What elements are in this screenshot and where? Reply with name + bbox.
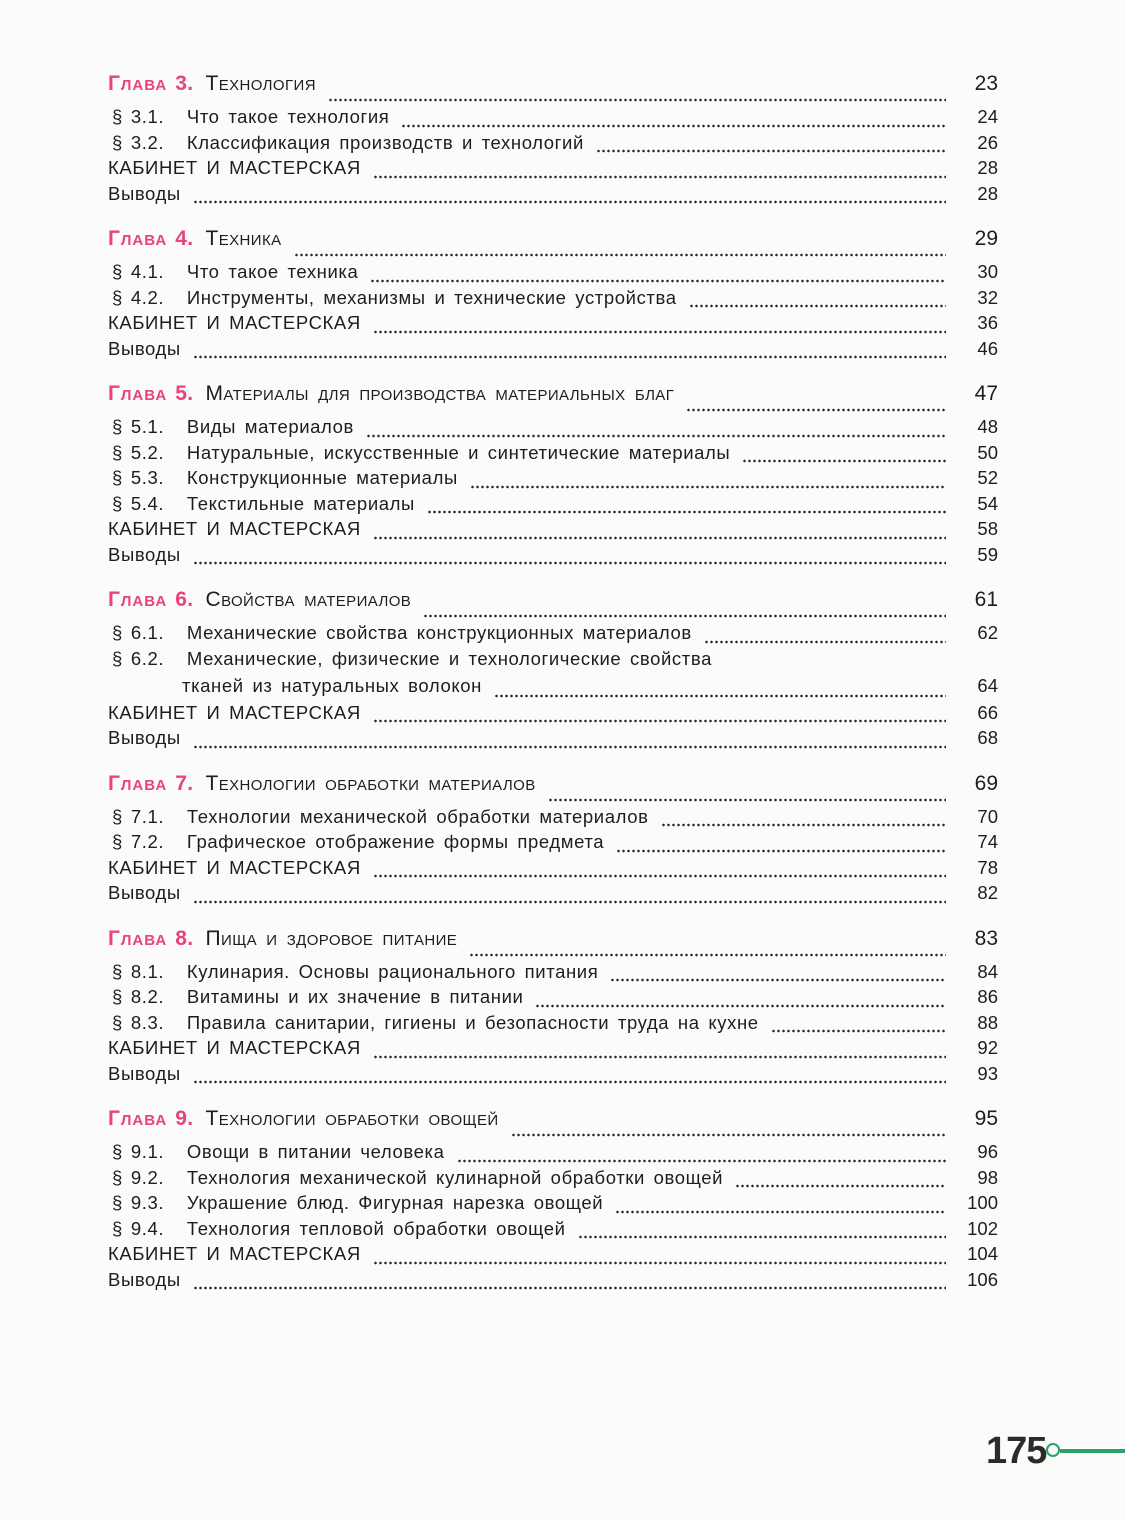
chapter-number: 8. [175, 926, 194, 950]
toc-plain-entry[interactable] [108, 312, 998, 338]
toc-section-entry[interactable] [108, 467, 998, 493]
chapter-block [108, 72, 998, 208]
toc-plain-entry[interactable] [108, 1063, 998, 1089]
chapter-block [108, 382, 998, 569]
toc-plain-entry[interactable] [108, 544, 998, 570]
chapter-label: Глава [108, 771, 168, 795]
page-ref: 68 [977, 727, 998, 748]
section-number: 9.2. [130, 1166, 165, 1188]
chapter-block [108, 772, 998, 908]
dot-leader [616, 849, 946, 853]
section-title: Графическое отображение формы предмета [186, 831, 605, 852]
page-ref: 59 [977, 543, 998, 565]
chapter-block [108, 227, 998, 363]
chapter-title: Материалы для производства материальных благ [205, 382, 675, 405]
dot-leader [193, 355, 946, 359]
dot-leader [373, 175, 946, 179]
section-sign: § [112, 416, 123, 437]
chapter-heading[interactable] [108, 382, 998, 416]
toc-section-entry[interactable] [108, 1012, 998, 1038]
dot-leader [373, 719, 946, 723]
toc-plain-entry[interactable] [108, 183, 998, 209]
section-title: Механические, физические и технологические свойства [186, 647, 712, 669]
section-line-2 [112, 675, 998, 702]
dot-leader [328, 98, 946, 102]
section-sign: § [112, 492, 123, 514]
page-ref: 32 [977, 286, 998, 308]
toc-plain-entry[interactable] [108, 157, 998, 183]
toc-section-entry[interactable] [108, 132, 998, 158]
dot-leader [470, 485, 946, 489]
entry-title: Выводы [108, 1268, 181, 1290]
dot-leader [193, 1080, 946, 1084]
page-ref: 48 [977, 416, 998, 437]
section-number: 3.2. [130, 131, 165, 153]
page-ref: 26 [977, 131, 998, 153]
section-number: 5.1. [130, 416, 165, 437]
dot-leader [423, 614, 946, 618]
dot-leader [193, 1286, 946, 1290]
page-ref: 52 [977, 467, 998, 488]
section-sign: § [112, 622, 123, 643]
chapter-number: 7. [175, 771, 194, 795]
dot-leader [366, 434, 946, 438]
section-title: Овощи в питании человека [186, 1141, 445, 1162]
entry-title: Выводы [108, 543, 181, 565]
page-ref: 36 [977, 312, 998, 333]
section-title: Инструменты, механизмы и технические устройства [186, 286, 677, 308]
section-title: Что такое техника [186, 261, 359, 282]
chapter-heading[interactable] [108, 72, 998, 106]
toc-plain-entry[interactable] [108, 727, 998, 753]
dot-leader [596, 149, 946, 153]
page-ref: 104 [967, 1243, 998, 1264]
entry-title: Выводы [108, 882, 181, 903]
page-ref: 88 [977, 1011, 998, 1033]
section-number: 6.2. [130, 647, 165, 669]
page-ref: 23 [974, 72, 998, 95]
toc-section-entry[interactable] [108, 622, 998, 648]
page-ref: 58 [977, 518, 998, 539]
entry-title: КАБИНЕТ И МАСТЕРСКАЯ [108, 1037, 361, 1058]
page-number: 175 [986, 1430, 1047, 1472]
section-title: Технология механической кулинарной обработки овощей [186, 1166, 724, 1188]
dot-leader [193, 561, 946, 565]
section-sign: § [112, 261, 123, 282]
page-ref: 74 [977, 831, 998, 852]
page-ref: 84 [977, 960, 998, 982]
section-title: Конструкционные материалы [186, 467, 458, 488]
toc-plain-entry[interactable] [108, 857, 998, 883]
toc-section-entry[interactable] [108, 961, 998, 987]
page-ref: 29 [974, 227, 998, 250]
chapter-block [108, 927, 998, 1089]
section-title: Правила санитарии, гигиены и безопасности труда на кухне [186, 1011, 759, 1033]
section-number: 8.3. [130, 1011, 165, 1033]
dot-leader [735, 1184, 946, 1188]
entry-title: Выводы [108, 727, 181, 748]
chapter-heading[interactable] [108, 588, 998, 622]
section-title: Технологии механической обработки материалов [186, 805, 649, 827]
dot-leader [578, 1235, 946, 1239]
dot-leader [401, 124, 946, 128]
toc-plain-entry[interactable] [108, 882, 998, 908]
toc-section-entry[interactable] [108, 493, 998, 519]
chapter-number: 9. [175, 1107, 194, 1130]
dot-leader [370, 279, 946, 283]
section-number: 7.2. [130, 831, 165, 852]
page-ref: 70 [977, 805, 998, 827]
toc-section-entry[interactable] [108, 442, 998, 468]
dot-leader [494, 694, 946, 698]
section-line-1 [112, 648, 998, 675]
dot-leader [686, 408, 946, 412]
chapter-label: Глава [108, 588, 168, 611]
section-sign: § [112, 1192, 123, 1213]
page-ref: 46 [977, 337, 998, 359]
section-number: 3.1. [130, 106, 165, 127]
table-of-contents [108, 72, 998, 1313]
page-ref: 102 [967, 1217, 998, 1239]
dot-leader [373, 874, 946, 878]
chapter-label: Глава [108, 227, 168, 250]
dot-leader [615, 1210, 946, 1214]
entry-title: КАБИНЕТ И МАСТЕРСКАЯ [108, 157, 361, 178]
page-ref: 30 [977, 261, 998, 282]
page-ref: 61 [974, 588, 998, 611]
page-ref: 28 [977, 182, 998, 204]
section-number: 9.1. [130, 1141, 165, 1162]
section-title: Витамины и их значение в питании [186, 986, 524, 1007]
page-ref: 95 [974, 1107, 998, 1130]
chapter-label: Глава [108, 72, 168, 95]
section-sign: § [112, 441, 123, 463]
toc-plain-entry[interactable] [108, 1037, 998, 1063]
dot-leader [661, 823, 946, 827]
dot-leader [535, 1004, 946, 1008]
page-ref: 78 [977, 856, 998, 878]
section-number: 6.1. [130, 622, 165, 643]
chapter-number: 4. [175, 227, 194, 250]
dot-leader [373, 330, 946, 334]
section-title-continued: тканей из натуральных волокон [182, 674, 482, 696]
section-number: 5.2. [130, 441, 165, 463]
entry-title: КАБИНЕТ И МАСТЕРСКАЯ [108, 856, 361, 878]
chapter-number: 6. [175, 588, 194, 611]
chapter-title: Технология [205, 72, 316, 95]
entry-title: КАБИНЕТ И МАСТЕРСКАЯ [108, 312, 361, 333]
toc-plain-entry[interactable] [108, 338, 998, 364]
section-number: 8.1. [130, 960, 165, 982]
section-sign: § [112, 1166, 123, 1188]
toc-section-entry[interactable] [108, 1192, 998, 1218]
section-sign: § [112, 647, 123, 669]
section-title: Классификация производств и технологий [186, 131, 584, 153]
chapter-title: Технологии обработки материалов [205, 771, 536, 795]
dot-leader [294, 253, 946, 257]
section-number: 5.4. [130, 492, 165, 514]
section-title: Виды материалов [186, 416, 354, 437]
chapter-label: Глава [108, 382, 168, 405]
dot-leader [193, 745, 946, 749]
page-ref: 83 [974, 926, 998, 950]
chapter-label: Глава [108, 1107, 168, 1130]
page-ref: 54 [977, 492, 998, 514]
toc-section-entry[interactable] [108, 261, 998, 287]
chapter-heading[interactable] [108, 927, 998, 961]
chapter-heading[interactable] [108, 227, 998, 261]
section-number: 5.3. [130, 467, 165, 488]
entry-title: КАБИНЕТ И МАСТЕРСКАЯ [108, 1243, 361, 1264]
chapter-title: Техника [205, 227, 282, 250]
dot-leader [373, 1261, 946, 1265]
entry-title: КАБИНЕТ И МАСТЕРСКАЯ [108, 701, 361, 723]
dot-leader [193, 900, 946, 904]
section-sign: § [112, 467, 123, 488]
dot-leader [373, 536, 946, 540]
dot-leader [511, 1133, 946, 1137]
toc-plain-entry[interactable] [108, 1269, 998, 1295]
chapter-heading[interactable] [108, 772, 998, 806]
section-sign: § [112, 1217, 123, 1239]
chapter-label: Глава [108, 926, 168, 950]
page-ref: 93 [977, 1062, 998, 1084]
toc-section-entry[interactable] [108, 831, 998, 857]
page-ref: 66 [977, 701, 998, 723]
chapter-title: Свойства материалов [205, 588, 412, 611]
page-ref: 106 [967, 1268, 998, 1290]
dot-leader [704, 640, 946, 644]
page-number-decoration [1046, 1446, 1125, 1452]
circle-icon [1046, 1443, 1060, 1457]
dot-leader [742, 459, 946, 463]
chapter-heading[interactable] [108, 1107, 998, 1141]
section-sign: § [112, 805, 123, 827]
dot-leader [193, 200, 946, 204]
dot-leader [373, 1055, 946, 1059]
section-title: Украшение блюд. Фигурная нарезка овощей [186, 1192, 604, 1213]
section-title: Текстильные материалы [186, 492, 415, 514]
dot-leader [548, 798, 946, 802]
page-ref: 82 [977, 882, 998, 903]
chapter-number: 5. [175, 382, 194, 405]
entry-title: Выводы [108, 337, 181, 359]
chapter-title: Технологии обработки овощей [205, 1107, 499, 1130]
section-sign: § [112, 1141, 123, 1162]
entry-title: Выводы [108, 1062, 181, 1084]
dot-leader [457, 1159, 947, 1163]
toc-section-entry[interactable] [108, 1218, 998, 1244]
dot-leader [469, 953, 946, 957]
entry-title: Выводы [108, 182, 181, 204]
section-sign: § [112, 106, 123, 127]
dot-leader [427, 510, 946, 514]
toc-section-entry[interactable] [108, 986, 998, 1012]
section-sign: § [112, 986, 123, 1007]
toc-section-entry[interactable] [108, 416, 998, 442]
section-sign: § [112, 960, 123, 982]
page-ref: 24 [977, 106, 998, 127]
section-title: Натуральные, искусственные и синтетические материалы [186, 441, 731, 463]
section-number: 4.2. [130, 286, 165, 308]
toc-section-entry[interactable] [108, 106, 998, 132]
chapter-title: Пища и здоровое питание [205, 926, 458, 950]
dot-leader [771, 1029, 946, 1033]
section-number: 7.1. [130, 805, 165, 827]
section-title: Технология тепловой обработки овощей [186, 1217, 566, 1239]
page-ref: 100 [967, 1192, 998, 1213]
section-sign: § [112, 1011, 123, 1033]
toc-section-entry[interactable] [108, 648, 998, 702]
page-ref: 50 [977, 441, 998, 463]
toc-section-entry[interactable] [108, 287, 998, 313]
section-number: 4.1. [130, 261, 165, 282]
section-title: Кулинария. Основы рационального питания [186, 960, 599, 982]
dot-leader [689, 304, 946, 308]
section-number: 8.2. [130, 986, 165, 1007]
toc-plain-entry[interactable] [108, 702, 998, 728]
chapter-number: 3. [175, 72, 194, 95]
section-number: 9.3. [130, 1192, 165, 1213]
page-ref: 64 [977, 674, 998, 696]
dot-leader [610, 978, 946, 982]
section-sign: § [112, 286, 123, 308]
toc-section-entry[interactable] [108, 1167, 998, 1193]
page-ref: 98 [977, 1166, 998, 1188]
section-sign: § [112, 131, 123, 153]
section-title: Механические свойства конструкционных материалов [186, 622, 692, 643]
section-sign: § [112, 831, 123, 852]
entry-title: КАБИНЕТ И МАСТЕРСКАЯ [108, 518, 361, 539]
page-ref: 69 [974, 771, 998, 795]
page-ref: 96 [977, 1141, 998, 1162]
section-title: Что такое технология [186, 106, 390, 127]
toc-section-entry[interactable] [108, 1141, 998, 1167]
accent-line [1060, 1449, 1125, 1453]
toc-section-entry[interactable] [108, 806, 998, 832]
chapter-block [108, 1107, 998, 1294]
page-ref: 28 [977, 157, 998, 178]
section-number: 9.4. [130, 1217, 165, 1239]
page-ref: 47 [974, 382, 998, 405]
page-ref: 92 [977, 1037, 998, 1058]
toc-plain-entry[interactable] [108, 1243, 998, 1269]
chapter-block [108, 588, 998, 753]
page-ref: 62 [977, 622, 998, 643]
toc-plain-entry[interactable] [108, 518, 998, 544]
page-ref: 86 [977, 986, 998, 1007]
